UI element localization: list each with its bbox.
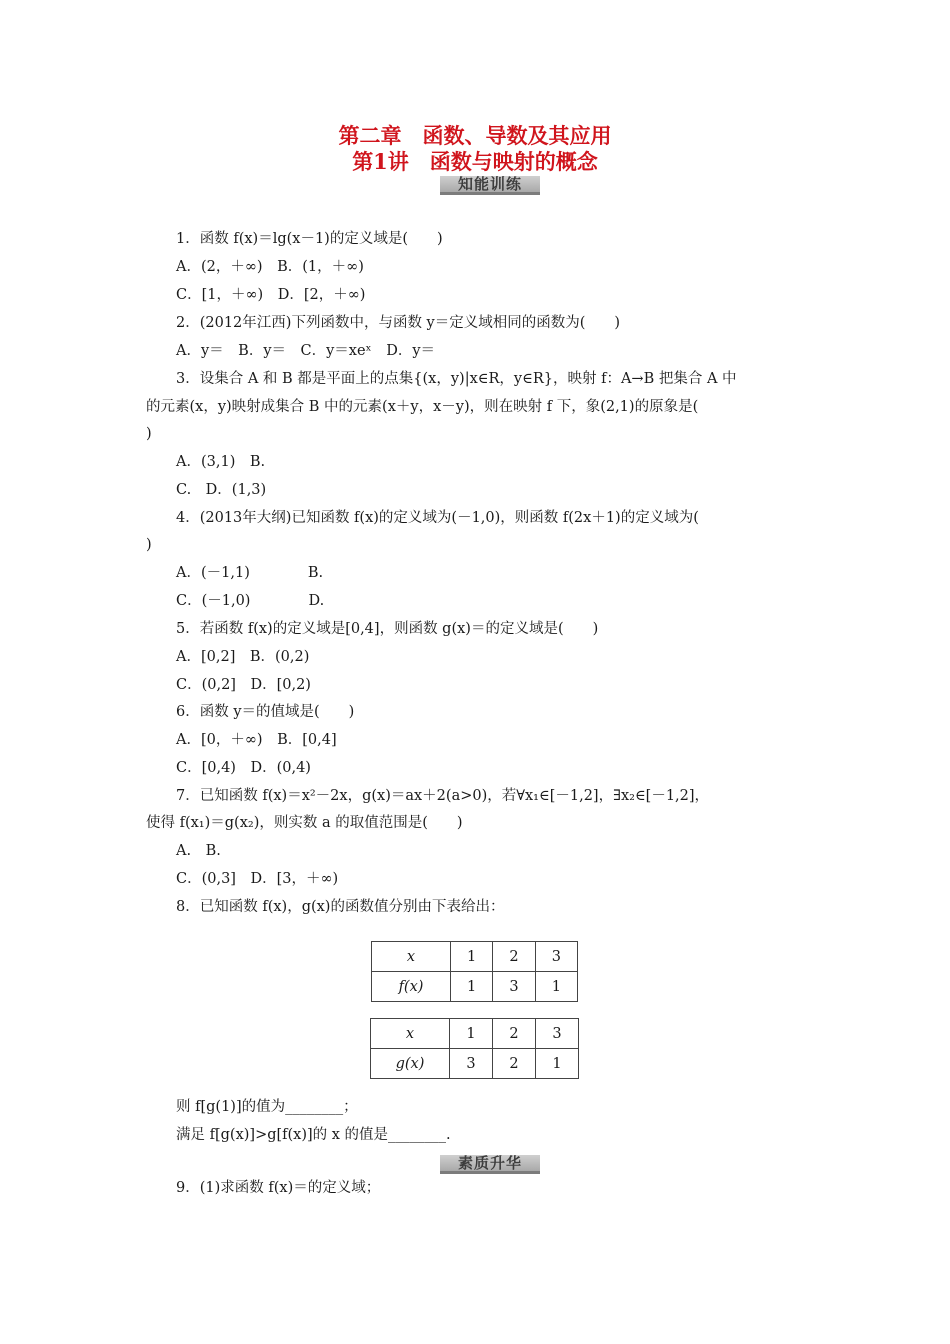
question-9: 9．(1)求函数 f(x)＝的定义域； xyxy=(176,1180,381,1196)
table-cell: 3 xyxy=(450,1049,493,1079)
question-2: 2．(2012年江西)下列函数中，与函数 y＝定义域相同的函数为( ) xyxy=(176,315,621,331)
table-row xyxy=(372,972,578,1002)
question-6-options-cd: C．[0,4) D．(0,4) xyxy=(176,760,311,776)
table-cell: x xyxy=(372,942,451,972)
table-cell: 3 xyxy=(536,1019,579,1049)
table-cell: 1 xyxy=(451,972,493,1002)
chapter-title: 第二章 函数、导数及其应用 xyxy=(338,123,612,148)
question-7-line-2: 使得 f(x₁)＝g(x₂)，则实数 a 的取值范围是( ) xyxy=(146,815,463,831)
table-g-values xyxy=(370,1018,579,1079)
section-banner-improvement: 素质升华 xyxy=(440,1155,540,1174)
question-6-options-ab: A．[0，＋∞) B．[0,4] xyxy=(176,732,337,748)
table-cell: x xyxy=(371,1019,450,1049)
question-7-options-cd: C．(0,3] D．[3，＋∞) xyxy=(176,871,339,887)
table-cell: g(x) xyxy=(371,1049,450,1079)
question-3-line-1: 3．设集合 A 和 B 都是平面上的点集{(x，y)|x∈R，y∈R}，映射 f：A→B 把集合 A 中 xyxy=(176,371,737,387)
question-4-line-1: 4．(2013年大纲)已知函数 f(x)的定义域为(－1,0)，则函数 f(2x＋1)的定义域为( xyxy=(176,510,699,526)
table-cell: 3 xyxy=(493,972,535,1002)
table-cell: 1 xyxy=(450,1019,493,1049)
table-cell: 1 xyxy=(535,972,577,1002)
question-4-line-2: ) xyxy=(146,537,152,553)
question-5-options-ab: A．[0,2] B．(0,2) xyxy=(176,649,310,665)
question-1-options-cd: C．[1，＋∞) D．[2，＋∞) xyxy=(176,287,366,303)
question-3-options-cd: C. D．(1,3) xyxy=(176,482,267,498)
question-3-line-3: ) xyxy=(146,426,152,442)
table-cell: 2 xyxy=(493,1019,536,1049)
question-3-line-2: 的元素(x，y)映射成集合 B 中的元素(x＋y，x－y)，则在映射 f 下，象(2,1)的原象是( xyxy=(146,399,699,415)
question-2-options: A．y＝ B．y＝ C．y＝xeˣ D．y＝ xyxy=(176,343,436,359)
table-row xyxy=(371,1019,579,1049)
question-8-part-2: 满足 f[g(x)]>g[f(x)]的 x 的值是________. xyxy=(176,1127,451,1143)
table-cell: 2 xyxy=(493,942,535,972)
question-3-options-ab: A．(3,1) B. xyxy=(176,454,266,470)
table-cell: 3 xyxy=(535,942,577,972)
question-7-options-ab: A. B. xyxy=(176,843,221,859)
table-cell: 1 xyxy=(536,1049,579,1079)
question-1: 1．函数 f(x)＝lg(x－1)的定义域是( ) xyxy=(176,231,443,247)
table-f-values xyxy=(371,941,578,1002)
question-6: 6．函数 y＝的值域是( ) xyxy=(176,704,355,720)
question-7-line-1: 7．已知函数 f(x)＝x²－2x，g(x)＝ax＋2(a>0)，若∀x₁∈[－1,2]，∃x₂∈[－1,2]， xyxy=(176,788,710,804)
table-row xyxy=(371,1049,579,1079)
lesson-title: 第1讲 函数与映射的概念 xyxy=(352,149,598,174)
table-cell: f(x) xyxy=(372,972,451,1002)
question-8: 8．已知函数 f(x)，g(x)的函数值分别由下表给出： xyxy=(176,899,505,915)
table-cell: 1 xyxy=(451,942,493,972)
question-4-options-ab: A．(－1,1) B. xyxy=(176,565,324,581)
table-cell: 2 xyxy=(493,1049,536,1079)
question-5: 5．若函数 f(x)的定义域是[0,4]，则函数 g(x)＝的定义域是( ) xyxy=(176,621,599,637)
section-banner-training: 知能训练 xyxy=(440,176,540,195)
question-8-part-1: 则 f[g(1)]的值为________； xyxy=(176,1099,358,1115)
table-row xyxy=(372,942,578,972)
question-1-options-ab: A．(2，＋∞) B．(1，＋∞) xyxy=(176,259,364,275)
question-4-options-cd: C．(－1,0) D. xyxy=(176,593,325,609)
question-5-options-cd: C．(0,2] D．[0,2) xyxy=(176,677,311,693)
